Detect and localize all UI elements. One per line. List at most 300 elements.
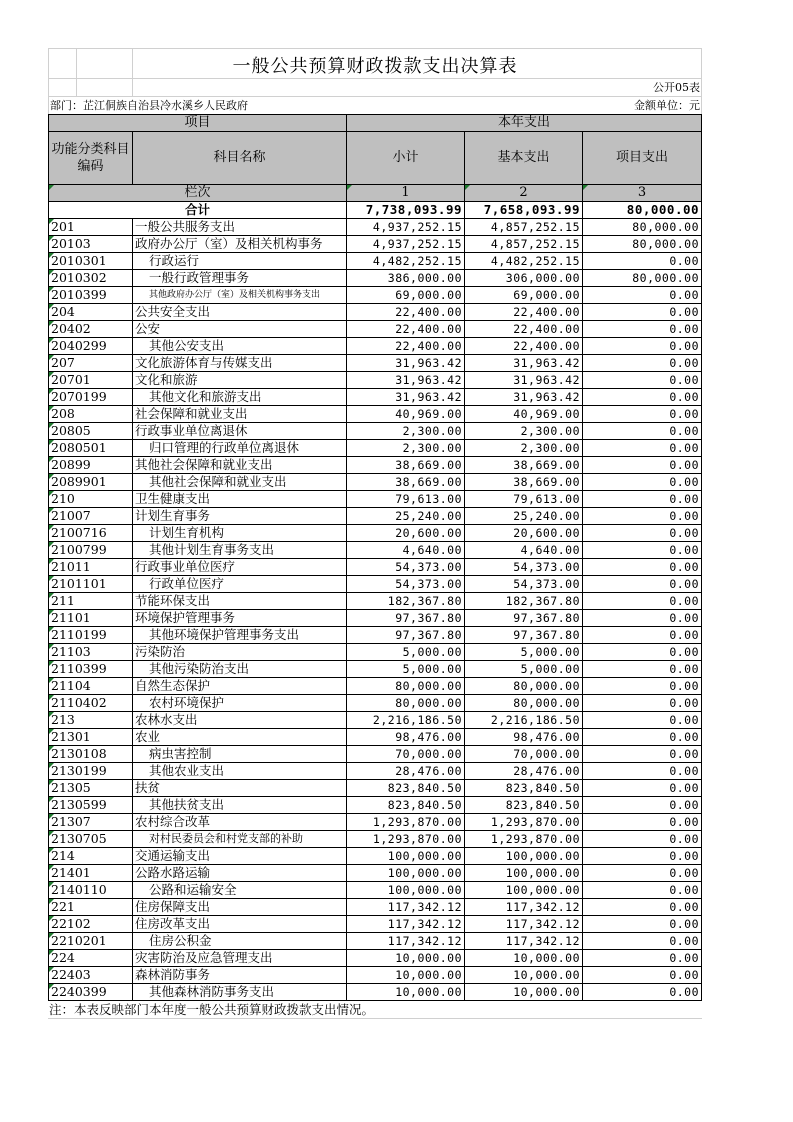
header-project-exp: 项目支出 xyxy=(583,132,702,185)
row-basic: 182,367.80 xyxy=(465,593,583,610)
row-basic: 70,000.00 xyxy=(465,746,583,763)
row-project: 0.00 xyxy=(583,967,702,984)
row-basic: 117,342.12 xyxy=(465,899,583,916)
row-subtotal: 4,482,252.15 xyxy=(347,253,465,270)
header-col2: 2 xyxy=(465,185,583,202)
row-code: 204 xyxy=(49,304,133,321)
row-name: 灾害防治及应急管理支出 xyxy=(133,950,347,967)
row-subtotal: 54,373.00 xyxy=(347,576,465,593)
row-code: 20402 xyxy=(49,321,133,338)
table-row xyxy=(49,865,702,882)
row-basic: 4,857,252.15 xyxy=(465,219,583,236)
row-basic: 31,963.42 xyxy=(465,389,583,406)
table-row xyxy=(49,695,702,712)
report-title: 一般公共预算财政拨款支出决算表 xyxy=(232,56,518,77)
row-basic: 100,000.00 xyxy=(465,882,583,899)
table-row xyxy=(49,270,702,287)
row-basic: 97,367.80 xyxy=(465,610,583,627)
row-code: 21103 xyxy=(49,644,133,661)
table-row xyxy=(49,814,702,831)
row-basic: 117,342.12 xyxy=(465,933,583,950)
row-subtotal: 1,293,870.00 xyxy=(347,814,465,831)
total-project: 80,000.00 xyxy=(583,202,702,219)
row-subtotal: 2,300.00 xyxy=(347,423,465,440)
row-name: 公路和运输安全 xyxy=(133,882,347,899)
row-name: 行政运行 xyxy=(133,253,347,270)
row-project: 0.00 xyxy=(583,491,702,508)
total-label: 合计 xyxy=(49,202,347,219)
row-subtotal: 10,000.00 xyxy=(347,950,465,967)
header-basic: 基本支出 xyxy=(465,132,583,185)
row-subtotal: 4,640.00 xyxy=(347,542,465,559)
table-row xyxy=(49,338,702,355)
row-code: 2140110 xyxy=(49,882,133,899)
row-basic: 4,857,252.15 xyxy=(465,236,583,253)
table-row xyxy=(49,627,702,644)
table-row xyxy=(49,780,702,797)
row-code: 21401 xyxy=(49,865,133,882)
row-name: 节能环保支出 xyxy=(133,593,347,610)
row-basic: 10,000.00 xyxy=(465,950,583,967)
row-name: 其他社会保障和就业支出 xyxy=(133,474,347,491)
row-name: 其他政府办公厅（室）及相关机构事务支出 xyxy=(133,287,347,304)
row-subtotal: 69,000.00 xyxy=(347,287,465,304)
row-project: 0.00 xyxy=(583,253,702,270)
row-subtotal: 823,840.50 xyxy=(347,797,465,814)
table-row xyxy=(49,542,702,559)
table-row xyxy=(49,423,702,440)
table-row xyxy=(49,661,702,678)
row-basic: 10,000.00 xyxy=(465,984,583,1001)
table-row xyxy=(49,236,702,253)
row-basic: 80,000.00 xyxy=(465,695,583,712)
row-name: 文化旅游体育与传媒支出 xyxy=(133,355,347,372)
row-basic: 823,840.50 xyxy=(465,780,583,797)
table-row xyxy=(49,763,702,780)
row-code: 21011 xyxy=(49,559,133,576)
row-code: 21007 xyxy=(49,508,133,525)
row-name: 交通运输支出 xyxy=(133,848,347,865)
row-name: 住房公积金 xyxy=(133,933,347,950)
row-subtotal: 1,293,870.00 xyxy=(347,831,465,848)
row-name: 农业 xyxy=(133,729,347,746)
row-name: 其他森林消防事务支出 xyxy=(133,984,347,1001)
row-name: 卫生健康支出 xyxy=(133,491,347,508)
row-code: 21104 xyxy=(49,678,133,695)
row-project: 0.00 xyxy=(583,780,702,797)
row-code: 20805 xyxy=(49,423,133,440)
row-subtotal: 117,342.12 xyxy=(347,933,465,950)
row-subtotal: 97,367.80 xyxy=(347,610,465,627)
row-subtotal: 98,476.00 xyxy=(347,729,465,746)
row-subtotal: 386,000.00 xyxy=(347,270,465,287)
row-subtotal: 20,600.00 xyxy=(347,525,465,542)
total-row xyxy=(49,202,702,219)
table-row xyxy=(49,933,702,950)
row-subtotal: 31,963.42 xyxy=(347,389,465,406)
header-current-year: 本年支出 xyxy=(347,115,702,132)
row-basic: 306,000.00 xyxy=(465,270,583,287)
table-row xyxy=(49,712,702,729)
row-subtotal: 10,000.00 xyxy=(347,967,465,984)
row-code: 213 xyxy=(49,712,133,729)
row-name: 公共安全支出 xyxy=(133,304,347,321)
table-code-row xyxy=(48,78,702,96)
header-col1: 1 xyxy=(347,185,465,202)
row-code: 2040299 xyxy=(49,338,133,355)
row-basic: 10,000.00 xyxy=(465,967,583,984)
row-code: 2010399 xyxy=(49,287,133,304)
row-subtotal: 80,000.00 xyxy=(347,695,465,712)
header-col3: 3 xyxy=(583,185,702,202)
row-project: 0.00 xyxy=(583,814,702,831)
row-project: 0.00 xyxy=(583,950,702,967)
row-name: 行政事业单位离退休 xyxy=(133,423,347,440)
report-sheet xyxy=(48,48,702,1019)
row-project: 0.00 xyxy=(583,763,702,780)
row-name: 归口管理的行政单位离退休 xyxy=(133,440,347,457)
row-code: 2110399 xyxy=(49,661,133,678)
row-name: 其他计划生育事务支出 xyxy=(133,542,347,559)
row-basic: 38,669.00 xyxy=(465,457,583,474)
row-name: 对村民委员会和村党支部的补助 xyxy=(133,831,347,848)
row-project: 0.00 xyxy=(583,474,702,491)
table-row xyxy=(49,848,702,865)
row-basic: 1,293,870.00 xyxy=(465,831,583,848)
row-subtotal: 31,963.42 xyxy=(347,372,465,389)
row-subtotal: 117,342.12 xyxy=(347,916,465,933)
row-subtotal: 22,400.00 xyxy=(347,304,465,321)
row-subtotal: 5,000.00 xyxy=(347,661,465,678)
row-name: 一般公共服务支出 xyxy=(133,219,347,236)
row-name: 农村综合改革 xyxy=(133,814,347,831)
row-code: 2210201 xyxy=(49,933,133,950)
row-subtotal: 100,000.00 xyxy=(347,882,465,899)
row-name: 农村环境保护 xyxy=(133,695,347,712)
row-project: 0.00 xyxy=(583,610,702,627)
row-project: 0.00 xyxy=(583,287,702,304)
table-row xyxy=(49,746,702,763)
row-code: 2100716 xyxy=(49,525,133,542)
row-code: 21301 xyxy=(49,729,133,746)
row-subtotal: 22,400.00 xyxy=(347,338,465,355)
row-project: 0.00 xyxy=(583,916,702,933)
row-basic: 2,216,186.50 xyxy=(465,712,583,729)
row-project: 0.00 xyxy=(583,389,702,406)
row-code: 2130199 xyxy=(49,763,133,780)
row-name: 环境保护管理事务 xyxy=(133,610,347,627)
row-basic: 1,293,870.00 xyxy=(465,814,583,831)
row-subtotal: 40,969.00 xyxy=(347,406,465,423)
row-code: 20899 xyxy=(49,457,133,474)
row-name: 其他社会保障和就业支出 xyxy=(133,457,347,474)
table-row xyxy=(49,882,702,899)
table-row xyxy=(49,253,702,270)
total-subtotal: 7,738,093.99 xyxy=(347,202,465,219)
row-name: 行政事业单位医疗 xyxy=(133,559,347,576)
table-row xyxy=(49,729,702,746)
row-subtotal: 823,840.50 xyxy=(347,780,465,797)
row-code: 2130599 xyxy=(49,797,133,814)
table-row xyxy=(49,678,702,695)
total-basic: 7,658,093.99 xyxy=(465,202,583,219)
row-code: 21307 xyxy=(49,814,133,831)
header-row-1 xyxy=(49,115,702,132)
row-subtotal: 5,000.00 xyxy=(347,644,465,661)
row-subtotal: 38,669.00 xyxy=(347,457,465,474)
row-project: 0.00 xyxy=(583,559,702,576)
row-code: 2110402 xyxy=(49,695,133,712)
row-project: 0.00 xyxy=(583,882,702,899)
row-subtotal: 2,216,186.50 xyxy=(347,712,465,729)
row-code: 2080501 xyxy=(49,440,133,457)
header-project: 项目 xyxy=(49,115,347,132)
row-basic: 5,000.00 xyxy=(465,644,583,661)
row-project: 0.00 xyxy=(583,984,702,1001)
row-code: 207 xyxy=(49,355,133,372)
table-row xyxy=(49,899,702,916)
row-name: 其他农业支出 xyxy=(133,763,347,780)
row-subtotal: 182,367.80 xyxy=(347,593,465,610)
title-row xyxy=(48,48,702,78)
table-row xyxy=(49,457,702,474)
row-code: 208 xyxy=(49,406,133,423)
row-project: 0.00 xyxy=(583,593,702,610)
row-project: 0.00 xyxy=(583,525,702,542)
row-project: 0.00 xyxy=(583,406,702,423)
row-basic: 31,963.42 xyxy=(465,372,583,389)
row-basic: 25,240.00 xyxy=(465,508,583,525)
row-basic: 117,342.12 xyxy=(465,916,583,933)
row-name: 自然生态保护 xyxy=(133,678,347,695)
row-code: 2010301 xyxy=(49,253,133,270)
row-project: 0.00 xyxy=(583,321,702,338)
row-project: 0.00 xyxy=(583,355,702,372)
row-code: 214 xyxy=(49,848,133,865)
row-code: 201 xyxy=(49,219,133,236)
row-code: 210 xyxy=(49,491,133,508)
unit-label: 金额单位：元 xyxy=(634,99,700,112)
row-code: 2130108 xyxy=(49,746,133,763)
row-code: 2101101 xyxy=(49,576,133,593)
row-basic: 22,400.00 xyxy=(465,338,583,355)
row-name: 污染防治 xyxy=(133,644,347,661)
row-basic: 4,482,252.15 xyxy=(465,253,583,270)
row-basic: 100,000.00 xyxy=(465,865,583,882)
row-subtotal: 80,000.00 xyxy=(347,678,465,695)
row-name: 农林水支出 xyxy=(133,712,347,729)
row-project: 0.00 xyxy=(583,712,702,729)
table-row xyxy=(49,644,702,661)
row-project: 0.00 xyxy=(583,644,702,661)
row-project: 0.00 xyxy=(583,440,702,457)
table-row xyxy=(49,831,702,848)
row-project: 0.00 xyxy=(583,542,702,559)
row-project: 0.00 xyxy=(583,831,702,848)
row-project: 0.00 xyxy=(583,576,702,593)
table-row xyxy=(49,355,702,372)
row-name: 行政单位医疗 xyxy=(133,576,347,593)
table-row xyxy=(49,372,702,389)
row-name: 扶贫 xyxy=(133,780,347,797)
row-code: 22403 xyxy=(49,967,133,984)
row-project: 0.00 xyxy=(583,372,702,389)
row-name: 其他污染防治支出 xyxy=(133,661,347,678)
row-subtotal: 100,000.00 xyxy=(347,865,465,882)
row-name: 政府办公厅（室）及相关机构事务 xyxy=(133,236,347,253)
row-code: 20701 xyxy=(49,372,133,389)
row-code: 22102 xyxy=(49,916,133,933)
table-row xyxy=(49,593,702,610)
table-row xyxy=(49,525,702,542)
row-basic: 38,669.00 xyxy=(465,474,583,491)
row-name: 计划生育事务 xyxy=(133,508,347,525)
row-basic: 2,300.00 xyxy=(465,423,583,440)
table-row xyxy=(49,984,702,1001)
header-column-no: 栏次 xyxy=(49,185,347,202)
header-subtotal: 小计 xyxy=(347,132,465,185)
row-project: 0.00 xyxy=(583,865,702,882)
row-subtotal: 22,400.00 xyxy=(347,321,465,338)
row-code: 2100799 xyxy=(49,542,133,559)
header-row-2 xyxy=(49,132,702,185)
row-name: 住房改革支出 xyxy=(133,916,347,933)
row-name: 社会保障和就业支出 xyxy=(133,406,347,423)
row-basic: 5,000.00 xyxy=(465,661,583,678)
row-project: 0.00 xyxy=(583,457,702,474)
row-subtotal: 4,937,252.15 xyxy=(347,236,465,253)
row-basic: 98,476.00 xyxy=(465,729,583,746)
row-name: 其他扶贫支出 xyxy=(133,797,347,814)
row-project: 0.00 xyxy=(583,933,702,950)
row-subtotal: 31,963.42 xyxy=(347,355,465,372)
row-code: 2070199 xyxy=(49,389,133,406)
row-subtotal: 79,613.00 xyxy=(347,491,465,508)
row-project: 0.00 xyxy=(583,729,702,746)
table-row xyxy=(49,304,702,321)
row-project: 0.00 xyxy=(583,423,702,440)
row-project: 0.00 xyxy=(583,661,702,678)
row-name: 公安 xyxy=(133,321,347,338)
row-project: 0.00 xyxy=(583,746,702,763)
table-row xyxy=(49,440,702,457)
table-row xyxy=(49,916,702,933)
row-project: 0.00 xyxy=(583,695,702,712)
table-row xyxy=(49,389,702,406)
row-basic: 2,300.00 xyxy=(465,440,583,457)
row-code: 2089901 xyxy=(49,474,133,491)
row-name: 计划生育机构 xyxy=(133,525,347,542)
row-project: 0.00 xyxy=(583,797,702,814)
table-row xyxy=(49,576,702,593)
table-row xyxy=(49,474,702,491)
row-subtotal: 70,000.00 xyxy=(347,746,465,763)
row-subtotal: 97,367.80 xyxy=(347,627,465,644)
row-name: 其他环境保护管理事务支出 xyxy=(133,627,347,644)
row-name: 其他公安支出 xyxy=(133,338,347,355)
department-label: 部门：芷江侗族自治县冷水溪乡人民政府 xyxy=(50,99,248,112)
table-row xyxy=(49,321,702,338)
row-subtotal: 117,342.12 xyxy=(347,899,465,916)
row-code: 2110199 xyxy=(49,627,133,644)
footnote: 注：本表反映部门本年度一般公共预算财政拨款支出情况。 xyxy=(48,1001,702,1019)
table-row xyxy=(49,287,702,304)
row-name: 公路水路运输 xyxy=(133,865,347,882)
row-code: 21305 xyxy=(49,780,133,797)
table-row xyxy=(49,610,702,627)
row-project: 0.00 xyxy=(583,508,702,525)
row-basic: 20,600.00 xyxy=(465,525,583,542)
row-code: 2240399 xyxy=(49,984,133,1001)
row-subtotal: 38,669.00 xyxy=(347,474,465,491)
row-basic: 97,367.80 xyxy=(465,627,583,644)
table-row xyxy=(49,950,702,967)
row-project: 80,000.00 xyxy=(583,270,702,287)
header-row-3 xyxy=(49,185,702,202)
row-code: 20103 xyxy=(49,236,133,253)
row-basic: 54,373.00 xyxy=(465,576,583,593)
row-basic: 80,000.00 xyxy=(465,678,583,695)
row-subtotal: 10,000.00 xyxy=(347,984,465,1001)
table-row xyxy=(49,219,702,236)
row-basic: 4,640.00 xyxy=(465,542,583,559)
row-name: 其他文化和旅游支出 xyxy=(133,389,347,406)
row-name: 森林消防事务 xyxy=(133,967,347,984)
row-code: 221 xyxy=(49,899,133,916)
table-row xyxy=(49,797,702,814)
row-subtotal: 28,476.00 xyxy=(347,763,465,780)
table-row xyxy=(49,406,702,423)
table-code: 公开05表 xyxy=(653,81,700,94)
row-code: 2130705 xyxy=(49,831,133,848)
row-project: 0.00 xyxy=(583,627,702,644)
table-row xyxy=(49,508,702,525)
row-subtotal: 2,300.00 xyxy=(347,440,465,457)
row-subtotal: 4,937,252.15 xyxy=(347,219,465,236)
row-basic: 28,476.00 xyxy=(465,763,583,780)
table-row xyxy=(49,559,702,576)
row-basic: 823,840.50 xyxy=(465,797,583,814)
row-subtotal: 54,373.00 xyxy=(347,559,465,576)
row-basic: 69,000.00 xyxy=(465,287,583,304)
row-project: 0.00 xyxy=(583,848,702,865)
row-project: 0.00 xyxy=(583,304,702,321)
row-basic: 22,400.00 xyxy=(465,304,583,321)
row-name: 住房保障支出 xyxy=(133,899,347,916)
row-project: 0.00 xyxy=(583,338,702,355)
expenditure-table xyxy=(48,114,702,1001)
row-subtotal: 100,000.00 xyxy=(347,848,465,865)
row-basic: 79,613.00 xyxy=(465,491,583,508)
header-name: 科目名称 xyxy=(133,132,347,185)
table-row xyxy=(49,967,702,984)
row-code: 211 xyxy=(49,593,133,610)
row-basic: 31,963.42 xyxy=(465,355,583,372)
row-project: 0.00 xyxy=(583,899,702,916)
row-project: 80,000.00 xyxy=(583,219,702,236)
department-row xyxy=(48,96,702,114)
row-code: 224 xyxy=(49,950,133,967)
row-code: 2010302 xyxy=(49,270,133,287)
row-name: 一般行政管理事务 xyxy=(133,270,347,287)
row-basic: 22,400.00 xyxy=(465,321,583,338)
row-project: 0.00 xyxy=(583,678,702,695)
header-code: 功能分类科目编码 xyxy=(49,132,133,185)
row-name: 病虫害控制 xyxy=(133,746,347,763)
table-row xyxy=(49,491,702,508)
row-name: 文化和旅游 xyxy=(133,372,347,389)
row-basic: 40,969.00 xyxy=(465,406,583,423)
